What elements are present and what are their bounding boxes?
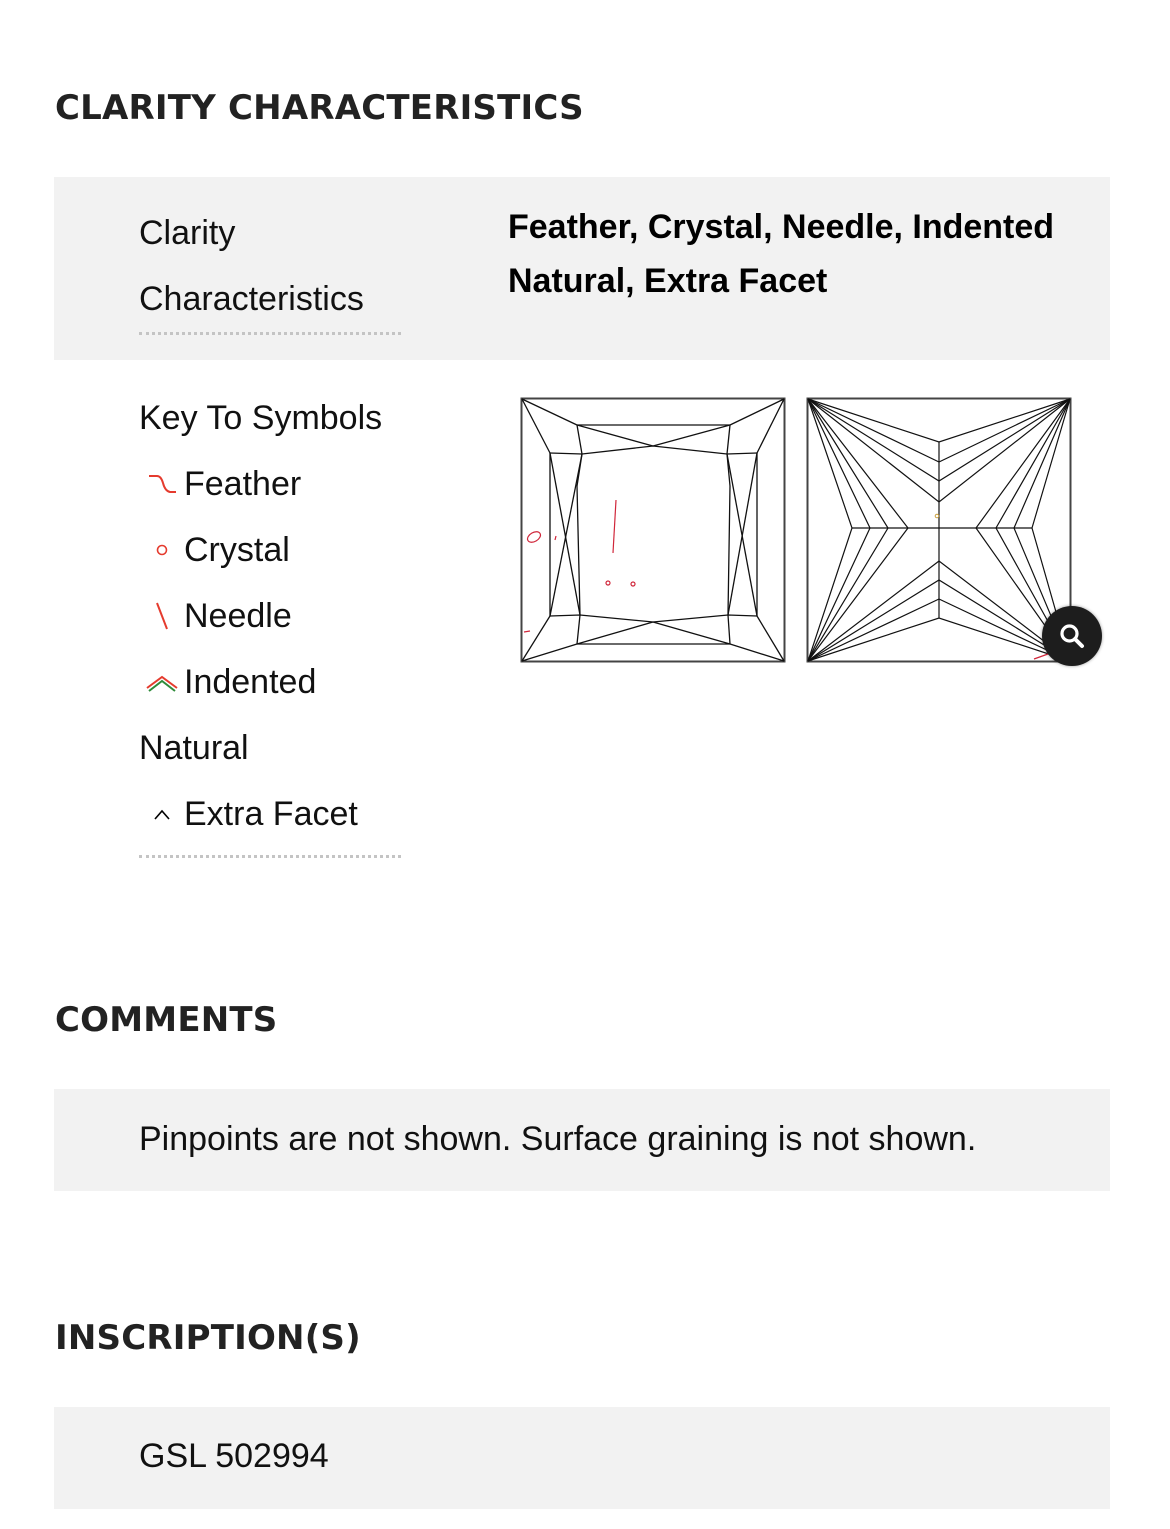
key-label: Needle [184,596,292,635]
key-label: Natural [139,728,249,767]
key-to-symbols[interactable] [139,385,401,858]
label-line-1: Clarity [139,214,236,252]
key-label: Extra Facet [184,794,358,833]
inscription-text: GSL 502994 [139,1437,329,1475]
key-item-crystal [139,517,401,583]
comments-text: Pinpoints are not shown. Surface graining is not shown. [139,1120,977,1158]
comments-heading: COMMENTS [55,1000,278,1040]
key-item-indented-natural [139,649,401,715]
extra-facet-symbol-icon [139,806,184,822]
key-item-extra-facet [139,781,401,847]
crown-plot-diagram[interactable] [520,397,786,663]
key-item-natural-continuation [139,715,401,781]
key-label: Indented [184,662,317,701]
clarity-characteristics-label[interactable] [139,200,401,335]
key-item-feather [139,451,401,517]
label-line-2: Characteristics [139,280,364,318]
indented-natural-symbol-icon [139,671,184,693]
value-line-2: Natural, Extra Facet [508,262,828,300]
pavilion-plot-diagram[interactable] [806,397,1072,663]
key-title: Key To Symbols [139,398,383,437]
key-label: Feather [184,464,302,503]
clarity-characteristics-heading: CLARITY CHARACTERISTICS [55,88,584,128]
zoom-plot-button[interactable] [1042,606,1102,666]
value-line-1: Feather, Crystal, Needle, Indented [508,208,1055,246]
needle-symbol-icon [139,601,184,631]
clarity-characteristics-value [508,200,1108,308]
magnifier-icon [1057,621,1087,651]
feather-symbol-icon [139,471,184,497]
inscriptions-heading: INSCRIPTION(S) [55,1318,361,1358]
key-item-needle [139,583,401,649]
key-label: Crystal [184,530,290,569]
crystal-symbol-icon [139,540,184,560]
